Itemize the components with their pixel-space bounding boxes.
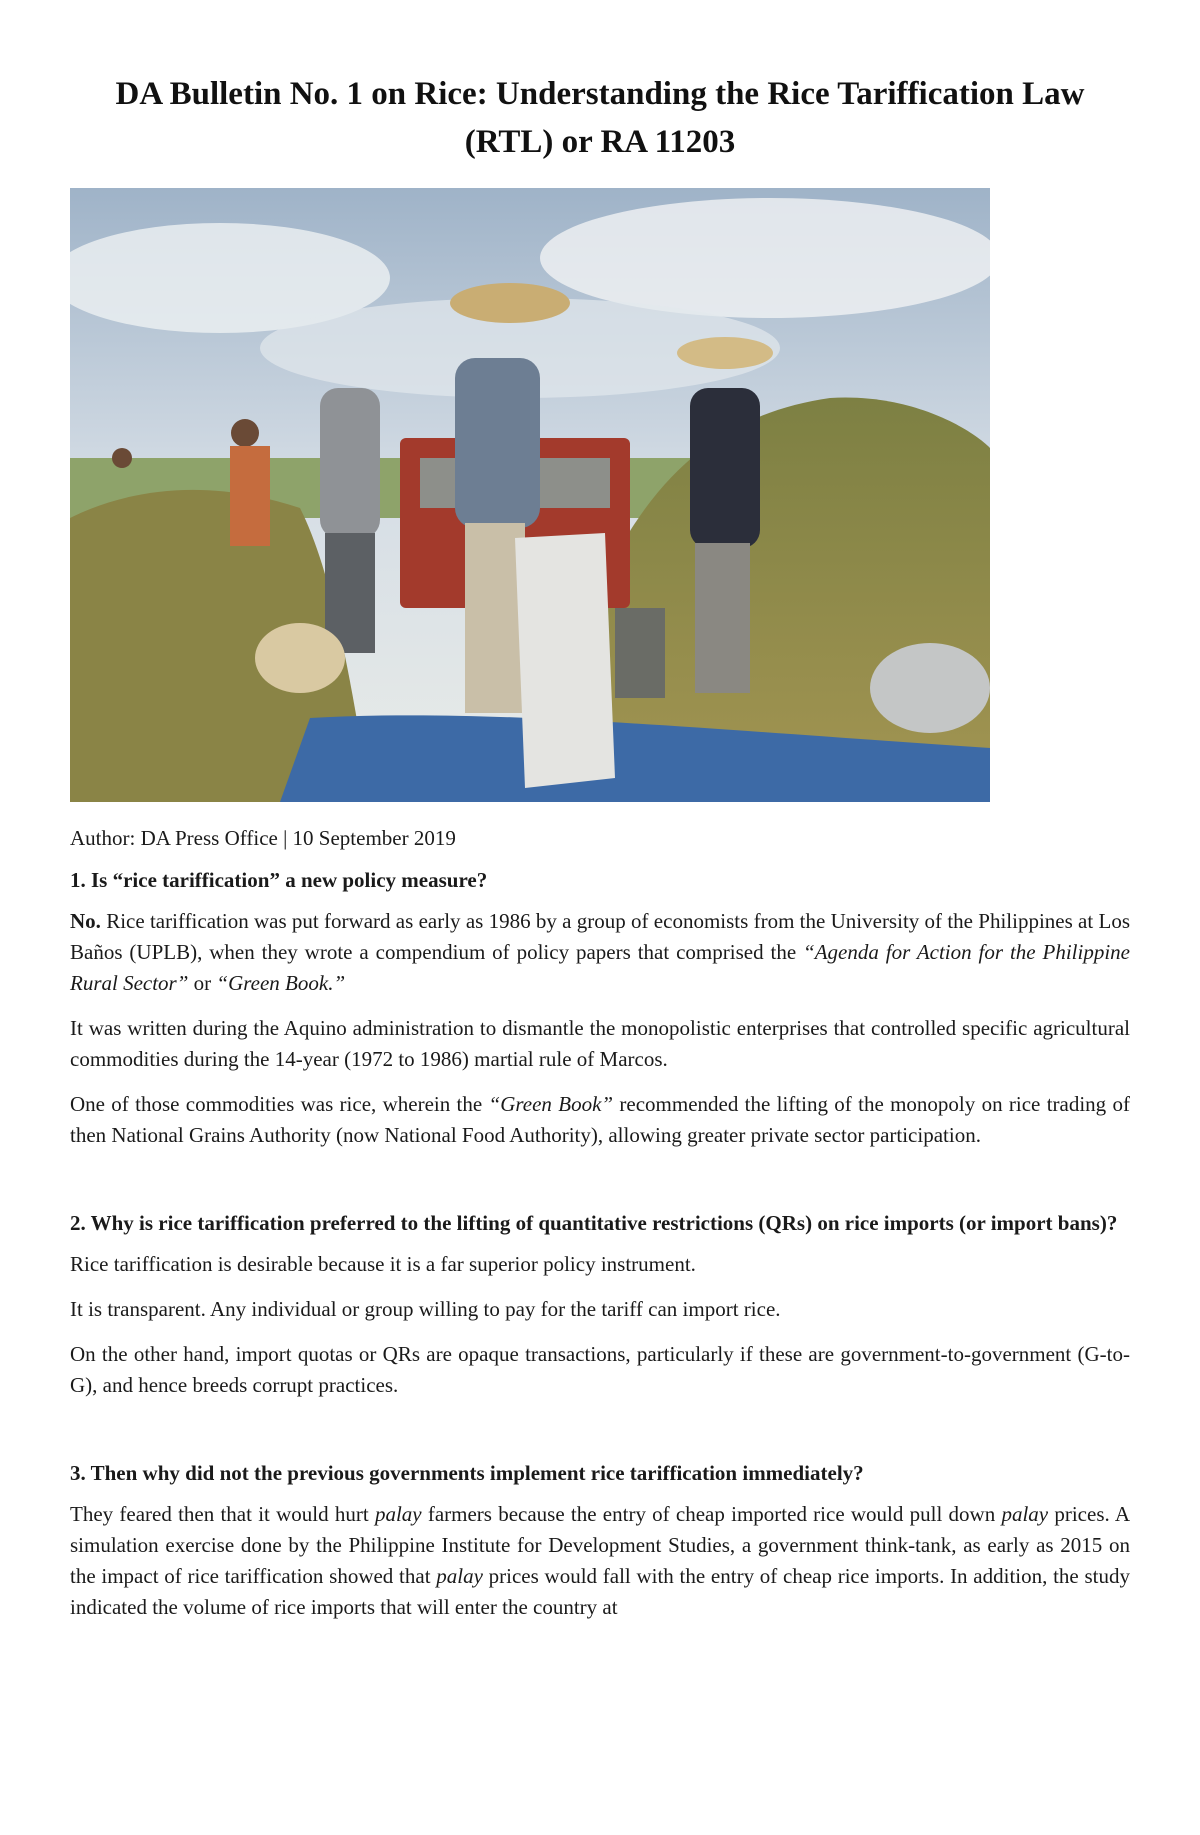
rice-sack: [515, 533, 615, 788]
section-3-paragraph-1: [70, 1499, 1130, 1623]
section-3-c: prices. A simulation exercise done by the Philippine Institute for Development Studies, a government think-tank, as early as 2015 on the impact of rice tariffication showed that: [70, 1502, 1130, 1588]
person-center: [455, 358, 540, 528]
sack-right: [870, 643, 990, 733]
sack-left: [255, 623, 345, 693]
section-1-p3-a: One of those commodities was rice, wherein the: [70, 1092, 489, 1116]
section-1-connector: or: [188, 971, 217, 995]
question-2-heading: 2. Why is rice tariffication preferred to the lifting of quantitative restrictions (QRs) on rice imports (or import bans)?: [70, 1211, 1118, 1235]
page-title: DA Bulletin No. 1 on Rice: Understanding the Rice Tariffication Law (RTL) or RA 11203: [115, 76, 1085, 160]
palay-term-3: palay: [436, 1564, 483, 1588]
question-1-heading: 1. Is “rice tariffication” a new policy measure?: [70, 868, 488, 892]
palay-term-2: palay: [1001, 1502, 1049, 1526]
section-3-d: prices would fall with the entry of cheap rice imports. In addition, the study indicated the volume of rice imports that will enter the country at: [70, 1564, 1130, 1619]
green-book-ref: “Green Book”: [488, 1092, 614, 1116]
section-2-paragraph-2: It is transparent. Any individual or group willing to pay for the tariff can import rice.: [70, 1297, 781, 1321]
rice-harvest-photo: [70, 188, 990, 802]
section-2-paragraph-1: Rice tariffication is desirable because it is a far superior policy instrument.: [70, 1252, 696, 1276]
palay-term-1: palay: [374, 1502, 422, 1526]
section-1-paragraph-1: [70, 906, 1130, 999]
person-right: [690, 388, 760, 548]
section-3-b: farmers because the entry of cheap imported rice would pull down: [421, 1502, 1002, 1526]
person-background: [230, 446, 270, 546]
section-1-paragraph-2: It was written during the Aquino administration to dismantle the monopolistic enterprises that controlled specific agricultural commodities during the 14-year (1972 to 1986) martial rule of Marcos.: [70, 1016, 1130, 1071]
person-hooded: [320, 388, 380, 538]
question-3-heading: 3. Then why did not the previous governments implement rice tariffication immediately?: [70, 1461, 864, 1485]
section-2-paragraph-3: On the other hand, import quotas or QRs are opaque transactions, particularly if these are government-to-government (G-to-G), and hence breeds corrupt practices.: [70, 1342, 1130, 1397]
answer-no: No.: [70, 909, 101, 933]
agenda-title: “Agenda for Action for the Philippine Rural Sector”: [70, 940, 1131, 995]
section-1-p3-b: recommended the lifting of the monopoly on rice trading of then National Grains Authority (now National Food Authority), allowing greater private sector participation.: [70, 1092, 1130, 1147]
straw-hat-right: [677, 337, 773, 369]
green-book-title: “Green Book.”: [216, 971, 346, 995]
section-3-a: They feared then that it would hurt: [70, 1502, 375, 1526]
section-1-text: Rice tariffication was put forward as early as 1986 by a group of economists from the University of the Philippines at Los Baños (UPLB), when they wrote a compendium of policy papers that comprised the: [70, 909, 1130, 964]
straw-hat: [450, 283, 570, 323]
author-line: Author: DA Press Office | 10 September 2019: [70, 826, 456, 850]
section-1-paragraph-3: [70, 1089, 1130, 1151]
photo-illustration: [70, 188, 990, 802]
